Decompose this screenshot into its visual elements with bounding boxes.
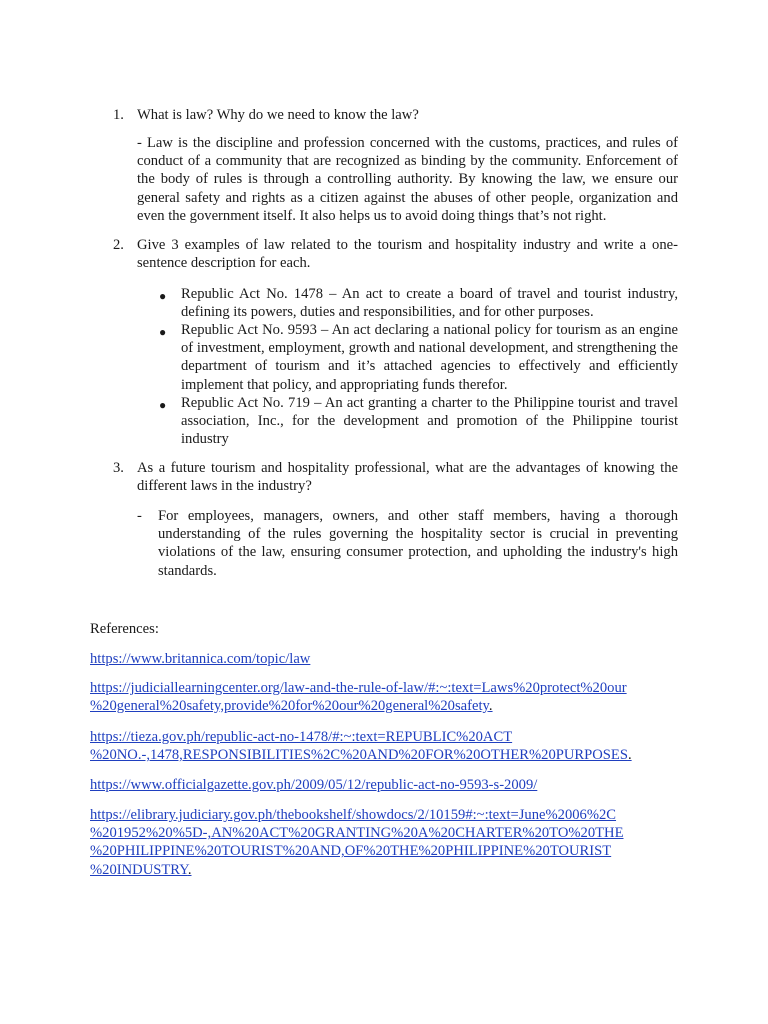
link-suffix: . [627, 747, 632, 764]
link-line[interactable]: https://tieza.gov.ph/republic-act-no-1478/#:~:text=REPUBLIC%20ACT [90, 729, 513, 745]
link-line[interactable]: https://elibrary.judiciary.gov.ph/thebookshelf/showdocs/2/10159#:~:text=June%2006%2C [90, 807, 617, 823]
bullet-icon: ● [159, 398, 167, 412]
reference-link-1[interactable] [90, 650, 310, 668]
question-text: Give 3 examples of law related to the tourism and hospitality industry and write a one-sentence description for each. [137, 237, 678, 272]
list-item: Republic Act No. 9593 – An act declaring a national policy for tourism as an engine of investment, employment, growth and national development, and strengthening the department of tourism and it’s attached agencies to effectively and efficiently implement that policy, and appropriating funds therefor. [181, 322, 678, 393]
link-suffix: . [488, 698, 493, 715]
answer-text: For employees, managers, owners, and other staff members, having a thorough understanding of the rules governing the hospitality sector is crucial in preventing violations of the law, ensuring consumer protection, and upholding the industry's high standards. [158, 508, 678, 579]
list-item: Republic Act No. 719 – An act granting a charter to the Philippine tourist and travel association, Inc., for the development and promotion of the Philippine tourist industry [181, 395, 678, 448]
link-line[interactable]: https://www.britannica.com/topic/law [90, 651, 311, 667]
link-suffix: . [187, 861, 192, 878]
bullet-icon: ● [159, 289, 167, 303]
link-line[interactable]: %20INDUSTRY. [90, 861, 192, 878]
list-item: Republic Act No. 1478 – An act to create a board of travel and tourist industry, defining its powers, duties and responsibilities, and for other purposes. [181, 286, 678, 321]
link-line[interactable]: https://judiciallearningcenter.org/law-and-the-rule-of-law/#:~:text=Laws%20protect%20our [90, 680, 627, 696]
question-text: As a future tourism and hospitality professional, what are the advantages of knowing the different laws in the industry? [137, 460, 678, 495]
reference-link-4[interactable] [90, 776, 537, 794]
bullet-icon: ● [159, 325, 167, 339]
reference-link-2[interactable] [90, 679, 627, 715]
reference-link-5[interactable] [90, 806, 624, 879]
references-heading: References: [90, 621, 159, 637]
question-number: 1. [113, 107, 124, 123]
reference-link-3[interactable] [90, 728, 632, 764]
link-line[interactable]: %20general%20safety,provide%20for%20our%20general%20safety. [90, 698, 493, 715]
answer-text: - Law is the discipline and profession concerned with the customs, practices, and rules of conduct of a community that are recognized as binding by the community. Enforcement of the body of rules is through a controlling authority. By knowing the law, we ensure our general safety and rights as a citizen against the abuses of other people, organization and even the government itself. It also helps us to avoid doing things that’s not right. [137, 135, 678, 224]
dash-marker: - [137, 508, 142, 524]
link-line[interactable]: %20NO.-,1478,RESPONSIBILITIES%2C%20AND%20FOR%20OTHER%20PURPOSES. [90, 747, 632, 764]
question-text: What is law? Why do we need to know the law? [137, 107, 419, 123]
link-line[interactable]: %201952%20%5D-,AN%20ACT%20GRANTING%20A%20CHARTER%20TO%20THE [90, 825, 624, 842]
link-line[interactable]: %20PHILIPPINE%20TOURIST%20AND,OF%20THE%20PHILIPPINE%20TOURIST [90, 843, 612, 860]
question-number: 2. [113, 237, 124, 253]
question-number: 3. [113, 460, 124, 476]
link-line[interactable]: https://www.officialgazette.gov.ph/2009/05/12/republic-act-no-9593-s-2009/ [90, 777, 538, 793]
